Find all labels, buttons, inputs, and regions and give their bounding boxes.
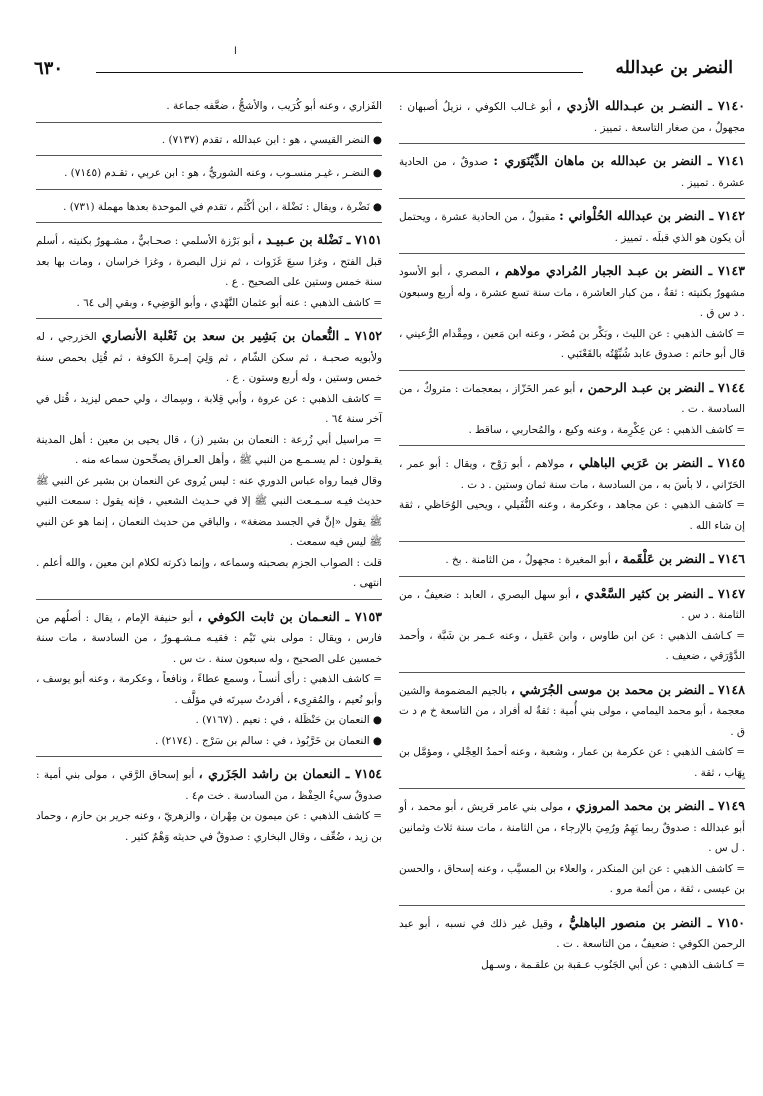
lead-text: ● نَضْرة ، ويقال : نَضْلة ، ابن أكْثَم ، تقدم في الموحدة بعدها مهملة (٧٣١) . [63,200,382,213]
entry-7154 [36,764,382,852]
entry-body: المصري ، أبو الأسود مشهورٌ بكنيته : ثقةٌ ، من كبار العاشرة ، مات سنة تسع عشرة ، وله أربع وسبعون . د س ق . [399,266,745,319]
entry-name: ٧١٥٣ ـ النعـمان بن ثابت الكوفي ، [197,608,382,624]
entry-name: ٧١٤٢ ـ النضر بن عبدالله الحُلْواني : [559,208,745,223]
entry-name: ٧١٤٥ ـ النضر بن عَرَبي الباهلي ، [569,455,746,470]
entry-body: مولاهم ، أبو رَوْح ، ويقال : أبو عمر ، الحَرّاني ، لا بأسَ به ، من السادسة ، مات سنة ثمان وستين . د ت . [399,458,745,491]
cross-reference [36,130,382,157]
entry-7149 [399,796,745,906]
entry-7151 [36,230,382,319]
entry-note: = مراسيل أبي زُرعة : النعمان بن بشير (ز) ، قال يحيى بن معين : أهل المدينة يقـولون : لم يسـمـع من النبي ﷺ ، وأهل العـراق يصحِّحون سماعه منه . [36,433,382,466]
entry-7148 [399,680,745,790]
entry-note: قلت : الصواب الجزم بصحبته وسماعه ، وإنما ذكرته لكلام ابن معين ، والله أعلم . انتهى . [36,556,382,589]
entry-note: = كاشف الذهبي : عن مجاهد ، وعكرمة ، وعنه النُّفَيلي ، ويحيى الوُحَاظي ، ثقة إن شاء الله . [399,499,745,532]
entry-body: أبو إسحاق الرَّقي ، مولى بني أمية : صدوقٌ سيءُ الحِفْظ ، من السادسة . خت م٤ . [36,769,382,802]
page-mark: ا [234,46,237,57]
entry-body: أبو عمر الخَزّاز ، بمعجمات : متروكٌ ، من السادسة . ت . [399,382,745,415]
entry-7152 [36,326,382,600]
entry-name: ٧١٤١ ـ النضر بن عبدالله بن ماهان الدِّيْنَوَري : [493,153,745,168]
entry-note: = كاشف الذهبي : عن عِكْرِمة ، وعنه وكيع ، والمُحاربي ، ساقط . [468,423,745,436]
cross-reference [36,197,382,224]
entry-note: = كاشف الذهبي : عن ابن المنكدر ، والعلاء بن المسيَّب ، وعنه إسحاق ، والحسن بن عيسى ، ثقة ، من أئمة مرو . [399,862,745,895]
entry-note: وقال فيما رواه عباس الدوري عنه : ليس يُروى عن النعمان بن بشير عن النبي ﷺ حديث فيـه سـمـعت النبي ﷺ إلا في حـديث الشعبي ، فإنه يقول : سمعت النبي ﷺ يقول «إنَّ في الجسد مضغة» ، والباقي من حديث النعمان ، إنما هو عن النبي ﷺ ليس فيه سمعت . [36,474,382,548]
entry-name: ٧١٤٦ ـ النضر بن عَلْقَمة ، [614,551,745,566]
entry-body: أبو غـالب الكوفي ، نزيلُ أصبهان : مجهولٌ ، من صغار التاسعة . تمييز . [399,101,745,134]
entry-note: = كاشف الذهبي : عنه أبو عثمان النَّهْدي ، وأبو الوَضِيء ، وبقي إلى ٦٤ . [76,296,382,309]
cross-reference: ● النعمان بن خَرَّبُوذ ، في : سالم بن سَرْج . (٢١٧٤) . [155,734,382,747]
entry-7143 [399,261,745,371]
entry-note: = كـاشف الذهبي : عن أبي الجَنُوب عـقبة بن علقـمة ، وسـهل [481,958,745,971]
entry-name: ٧١٥١ ـ نَضْلة بن عـبيـد ، [257,232,382,247]
running-title: النضر بن عبدالله [615,58,733,78]
entry-7141 [399,151,745,199]
entry-7142 [399,206,745,254]
entry-7145 [399,453,745,542]
right-column [399,96,745,987]
entry-body: أبو سهل البصري ، العابد : ضعيفٌ ، من الثامنة . د س . [399,588,745,621]
page-header [34,58,733,88]
cross-reference [36,163,382,190]
entry-note: = كـاشف الذهبي : عن ابن طاوس ، وابن عَقيل ، وعنه عـمر بن شَبَّة ، وأحمد الدَّوْرَقي ، ضعيف . [399,629,745,662]
entry-body: مولى بني عامر قريش ، أبو محمد ، أو أبو عبدالله : صدوقٌ ربما يَهِمُ ورُمِيَ بالإرجاء ، من الثامنة ، مات سنة ثلاث وثمانين . ل س . [399,801,745,854]
entry-7146 [399,549,745,577]
entry-body: أبو بَرْزة الأسلمي : صحـابيٌّ ، مشـهورٌ بكنيته ، أسلم قبل الفتح ، وغزا سبعَ غَزَوات ، ثم نزل البصرة ، وغزا خراسان ، ومات بها بعد سنة خمس وستين على الصحيح . ع . [36,235,382,288]
left-column [36,96,382,859]
continuation-text [36,96,382,123]
page-number: ٦٣٠ [34,58,64,79]
cross-reference: ● النعمان بن حَنْظَلة ، في : نعيم . (٧١٦٧) . [195,714,382,726]
entry-body: صدوقٌ ، من الحادية عشرة . تمييز . [399,156,745,189]
lead-text: ● النضـر ، غيـر منسـوب ، وعنه الشوريُّ ، هو : ابن عربي ، تقـدم (٧١٤٥) . [64,167,382,179]
entry-name: ٧١٤٣ ـ النضر بن عبـد الجبار المُرادي مولاهم ، [494,263,746,278]
entry-note: = كاشف الذهبي : عن عروة ، وأبي قِلابة ، وسِماك ، ولي حمص ليزيد ، قُتل في آخر سنة ٦٤ . [36,392,382,425]
lead-text: ● النضر القيسي ، هو : ابن عبدالله ، تقدم (٧١٣٧) . [161,133,382,146]
entry-name: ٧١٥٢ ـ النُّعمان بن بَشِير بن سعد بن ثَعْلبة الأنصاري [101,328,382,343]
entry-body: مقبولٌ ، من الحادية عشرة ، ويحتمل أن يكون هو الذي قبلَه . تمييز . [399,211,745,244]
entry-name: ٧١٤٨ ـ النضر بن محمد بن موسى الجُرَشي ، [510,681,745,697]
entry-note: = كاشف الذهبي : عن عكرمة بن عمار ، وشعبة ، وعنه أحمدُ العِجْلي ، ومؤمَّل بن يِهَاب ، ثقة . [399,746,745,779]
entry-body: وقيل غير ذلك في نسبه ، أبو عبد الرحمن الكوفي : ضعيفٌ ، من التاسعة . ت . [399,917,745,950]
entry-note: = كاشف الذهبي : عن ميمون بن مِهْران ، والزهريّ ، وعنه جرير بن حازم ، وحماد بن زيد ، ضُعِّف ، وقال البخاري : صدوقٌ في حديثه وَهْمٌ كثير . [36,810,382,843]
entry-name: ٧١٤٠ ـ النضـر بن عبـدالله الأزدي ، [556,98,745,113]
entry-7153 [36,607,382,758]
entry-name: ٧١٥٠ ـ النضر بن منصور الباهليُّ ، [558,914,745,930]
entry-body: بالجيم المضمومة والشين معجمة ، أبو محمد اليمامي ، مولى بني أُمية : ثقةٌ له أفراد ، من التاسعة خ م د ت ق . [399,684,745,738]
entry-name: ٧١٥٤ ـ النعمان بن راشد الجَزَري ، [198,766,382,781]
lead-text: الفَزاري ، وعنه أبو كُرَيب ، والأشجُّ ، ضعَّفه جماعة . [166,100,382,112]
header-rule [96,72,583,73]
entry-note: = كاشف الذهبي : عن الليث ، وبَكْر بن مُضَر ، وعنه ابن مَعين ، ومِقْدام الرُّعيني ، قال أبو حاتم : صدوق عابد شُبِّهْتُه بالقَعْنَبي . [399,327,745,360]
entry-7140 [399,96,745,144]
entry-7147 [399,584,745,673]
entry-name: ٧١٤٧ ـ النضر بن كثير السَّعْدي ، [574,585,745,601]
entry-7144 [399,378,745,447]
entry-note: = كاشف الذهبي : رأى أنسـاً ، وسمع عطاءً ، ونافعاً ، وعكرمة ، وعنه أبو يوسف ، وأبو نُعيم ، والمُقرِىء ، أفردتُ سيرتَه في مؤلَّف . [36,673,382,706]
entry-body: أبو حنيفة الإمام ، يقال : أصلُهم من فارس ، ويقال : مولى بني تَيْم : فقيـه مـشـهـورٌ ، من السادسة ، مات سنة خمسين على الصحيح ، وله سبعون سنة . ت س . [36,611,382,665]
entry-name: ٧١٤٤ ـ النضر بن عبـد الرحمن ، [578,379,746,395]
entry-body: أبو المغيرة : مجهولٌ ، من الثامنة . بخ . [445,554,615,566]
entry-7150 [399,913,745,981]
entry-name: ٧١٤٩ ـ النضر بن محمد المروزي ، [566,798,745,813]
entry-body: الخزرجي ، له ولأبويه صحبـة ، ثم سكن الشّام ، ثم وَلِيَ إمـرةَ الكوفة ، ثم قُتِل بحمص سنة خمس وستين ، وله أربع وستون . ع . [36,331,382,384]
